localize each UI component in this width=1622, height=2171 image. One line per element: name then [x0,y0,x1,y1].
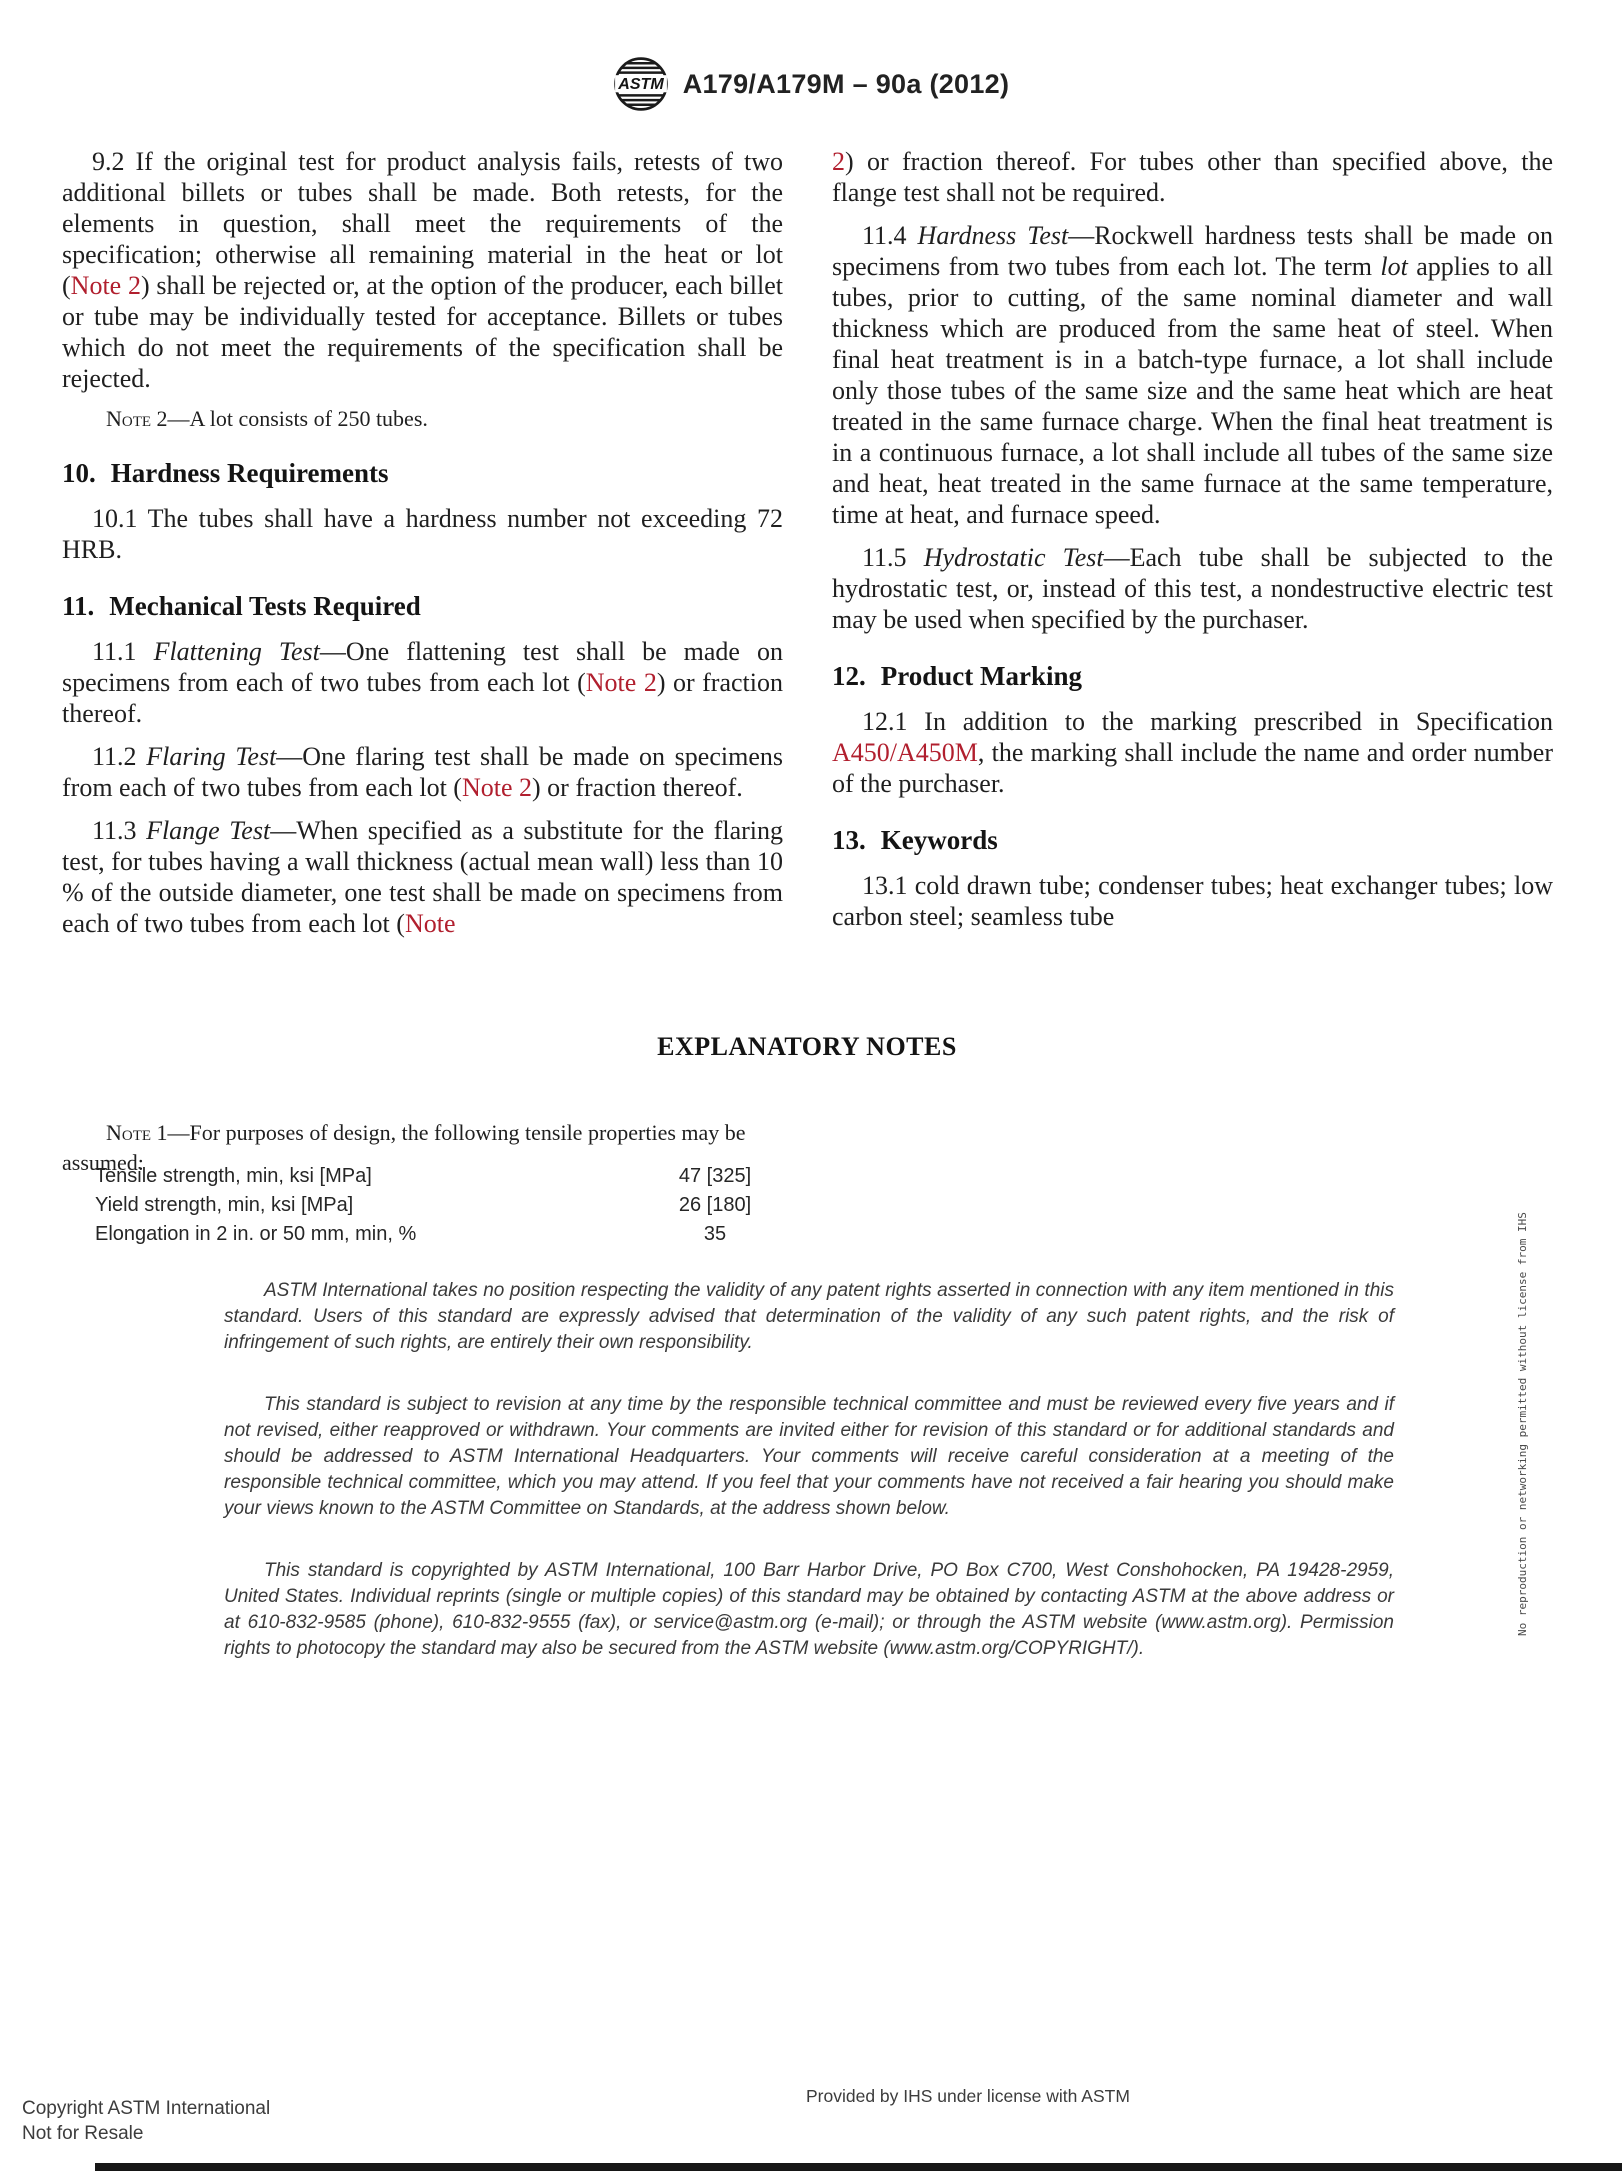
copyright-line: Copyright ASTM International [22,2098,271,2119]
term-flaring-test: Flaring Test [146,742,277,771]
table-label: Tensile strength, min, ksi [MPa] [95,1165,372,1187]
section-heading-12 [832,661,1553,692]
paragraph-13-1: 13.1 cold drawn tube; condenser tubes; heat exchanger tubes; low carbon steel; seamless tube [832,871,1553,931]
text-run: 11.2 [92,742,147,771]
text-run: 12.1 In addition to the marking prescribed in Specification [862,707,1553,736]
table-value: 26 [180] [678,1194,752,1216]
text-run: —Rockwell hardness tests shall be made on specimens from two tubes from each lot. The term [832,221,1553,281]
text-run: ) or fraction thereof. [62,668,783,728]
text-run: 9.2 If the original test for product analysis fails, retests of two additional billets or tubes shall be made. Both retests, for the elements in question, shall meet the requirements of the specification; otherwise all remaining material in the heat or lot ( [62,147,783,300]
table-label: Yield strength, min, ksi [MPa] [95,1194,354,1216]
section-number: 11. [62,591,95,621]
section-title: Hardness Requirements [110,458,389,488]
not-for-resale-line: Not for Resale [22,2123,144,2144]
paragraph-11-5 [832,542,1553,635]
section-number: 10. [62,458,96,488]
text-run: —One flaring test shall be made on specimens from each of two tubes from each lot ( [62,742,783,802]
table-row [95,1191,785,1220]
paragraph-9-2 [62,146,783,394]
paragraph-10-1: 10.1 The tubes shall have a hardness number not exceeding 72 HRB. [62,504,783,564]
paragraph-11-3 [62,815,783,939]
paragraph-11-1 [62,636,783,729]
note-2-ref[interactable]: Note 2 [585,668,657,697]
section-number: 12. [832,661,866,691]
section-title: Product Marking [880,661,1082,691]
astm-logo-icon [613,56,669,112]
side-license-note: No reproduction or networking permitted without license from IHS [1516,1212,1529,1636]
note-ref[interactable]: Note [404,909,456,938]
text-run: applies to all tubes, prior to cutting, of the same nominal diameter and wall thickness which are produced from the same heat of steel. When final heat treatment is in a batch-type furnace, a lot shall include only those tubes of the same size and the same heat which are heat treated in the same furnace charge. When the final heat treatment is in a continuous furnace, a lot shall include all tubes of the same size and heat, heat treated in the same furnace at the same temperature, time at heat, and furnace speed. [832,252,1553,529]
note-2-ref[interactable]: Note 2 [461,773,533,802]
table-value: 47 [325] [678,1165,752,1187]
paragraph-11-4 [832,220,1553,530]
section-number: 13. [832,825,866,855]
page-title: A179/A179M – 90a (2012) [682,68,1010,99]
note-2-ref[interactable]: Note 2 [70,271,141,300]
disclaimer-paragraph-patent: ASTM International takes no position respecting the validity of any patent rights asserted in connection with any item mentioned in this standard. Users of this standard are expressly advised that determination of the validity of any such patent rights, and the risk of infringement of such rights, are entirely their own responsibility. [224,1280,1394,1353]
term-hardness-test: Hardness Test [917,221,1069,250]
section-heading-10 [62,458,783,489]
disclaimer-paragraph-revision: This standard is subject to revision at any time by the responsible technical committee and must be reviewed every five years and if not revised, either reapproved or withdrawn. Your comments are invited either for revision of this standard or for additional standards and should be addressed to ASTM International Headquarters. Your comments will receive careful consideration at a meeting of the responsible technical committee, which you may attend. If you feel that your comments have not received a fair hearing you should make your views known to the ASTM Committee on Standards, at the address shown below. [224,1394,1394,1519]
text-run: 11.3 [92,816,147,845]
footer-provided-by: Provided by IHS under license with ASTM [806,2086,1130,2106]
disclaimer-paragraph-copyright: This standard is copyrighted by ASTM International, 100 Barr Harbor Drive, PO Box C700, West Conshohocken, PA 19428-2959, United States. Individual reprints (single or multiple copies) of this standard may be obtained by contacting ASTM at the above address or at 610-832-9585 (phone), 610-832-9555 (fax), or service@astm.org (e-mail); or through the ASTM website (www.astm.org). Permission rights to photocopy the standard may also be secured from the ASTM website (www.astm.org/COPYRIGHT/). [224,1560,1394,1659]
text-run: —One flattening test shall be made on specimens from each of two tubes from each lot ( [62,637,783,697]
text-run: 11.4 [862,221,918,250]
table-label: Elongation in 2 in. or 50 mm, min, % [95,1223,417,1245]
note-text: For purposes of design, the following tensile properties may be assumed: [62,1120,746,1175]
note-text: A lot consists of 250 tubes. [189,406,428,431]
term-flange-test: Flange Test [146,816,271,845]
tensile-properties-table [95,1162,785,1249]
table-value: 35 [703,1223,727,1245]
explanatory-notes-heading: EXPLANATORY NOTES [657,1032,957,1061]
left-column [62,146,783,951]
astm-logo-text: ASTM [617,75,664,94]
scan-edge-bar [95,2163,1622,2171]
text-run: 11.5 [862,543,924,572]
page-header [0,56,1622,112]
table-row [95,1162,785,1191]
section-heading-11 [62,591,783,622]
paragraph-12-1 [832,706,1553,799]
paragraph-11-3-continued [832,146,1553,208]
footer-copyright [22,2096,270,2146]
text-run: —Each tube shall be subjected to the hydrostatic test, or, instead of this test, a nondestructive electric test may be used when specified by the purchaser. [832,543,1553,634]
table-row [95,1220,785,1249]
text-run: 11.1 [92,637,154,666]
text-run: —When specified as a substitute for the flaring test, for tubes having a wall thickness (actual mean wall) less than 10 % of the outside diameter, one test shall be made on specimens from each of two tubes from each lot ( [62,816,783,938]
text-run: ) or fraction thereof. [532,773,743,802]
section-title: Mechanical Tests Required [109,591,421,621]
right-column [832,146,1553,944]
term-flattening-test: Flattening Test [153,637,320,666]
term-lot: lot [1380,252,1408,281]
disclaimer-block [224,1278,1394,1698]
text-run: ) or fraction thereof. For tubes other than specified above, the flange test shall not be required. [832,147,1553,207]
note-label: Note 2— [106,406,190,431]
text-run: , the marking shall include the name and order number of the purchaser. [832,738,1553,798]
a450-a450m-ref[interactable]: A450/A450M [832,738,978,767]
note-ref[interactable]: 2 [832,147,845,176]
section-heading-13 [832,825,1553,856]
note-label: Note 1— [106,1120,190,1145]
section-title: Keywords [880,825,998,855]
paragraph-11-2 [62,741,783,803]
term-hydrostatic-test: Hydrostatic Test [923,543,1104,572]
note-2 [62,406,783,432]
text-run: ) shall be rejected or, at the option of the producer, each billet or tube may be individually tested for acceptance. Billets or tubes which do not meet the requirements of the specification shall be rejected. [62,271,783,393]
